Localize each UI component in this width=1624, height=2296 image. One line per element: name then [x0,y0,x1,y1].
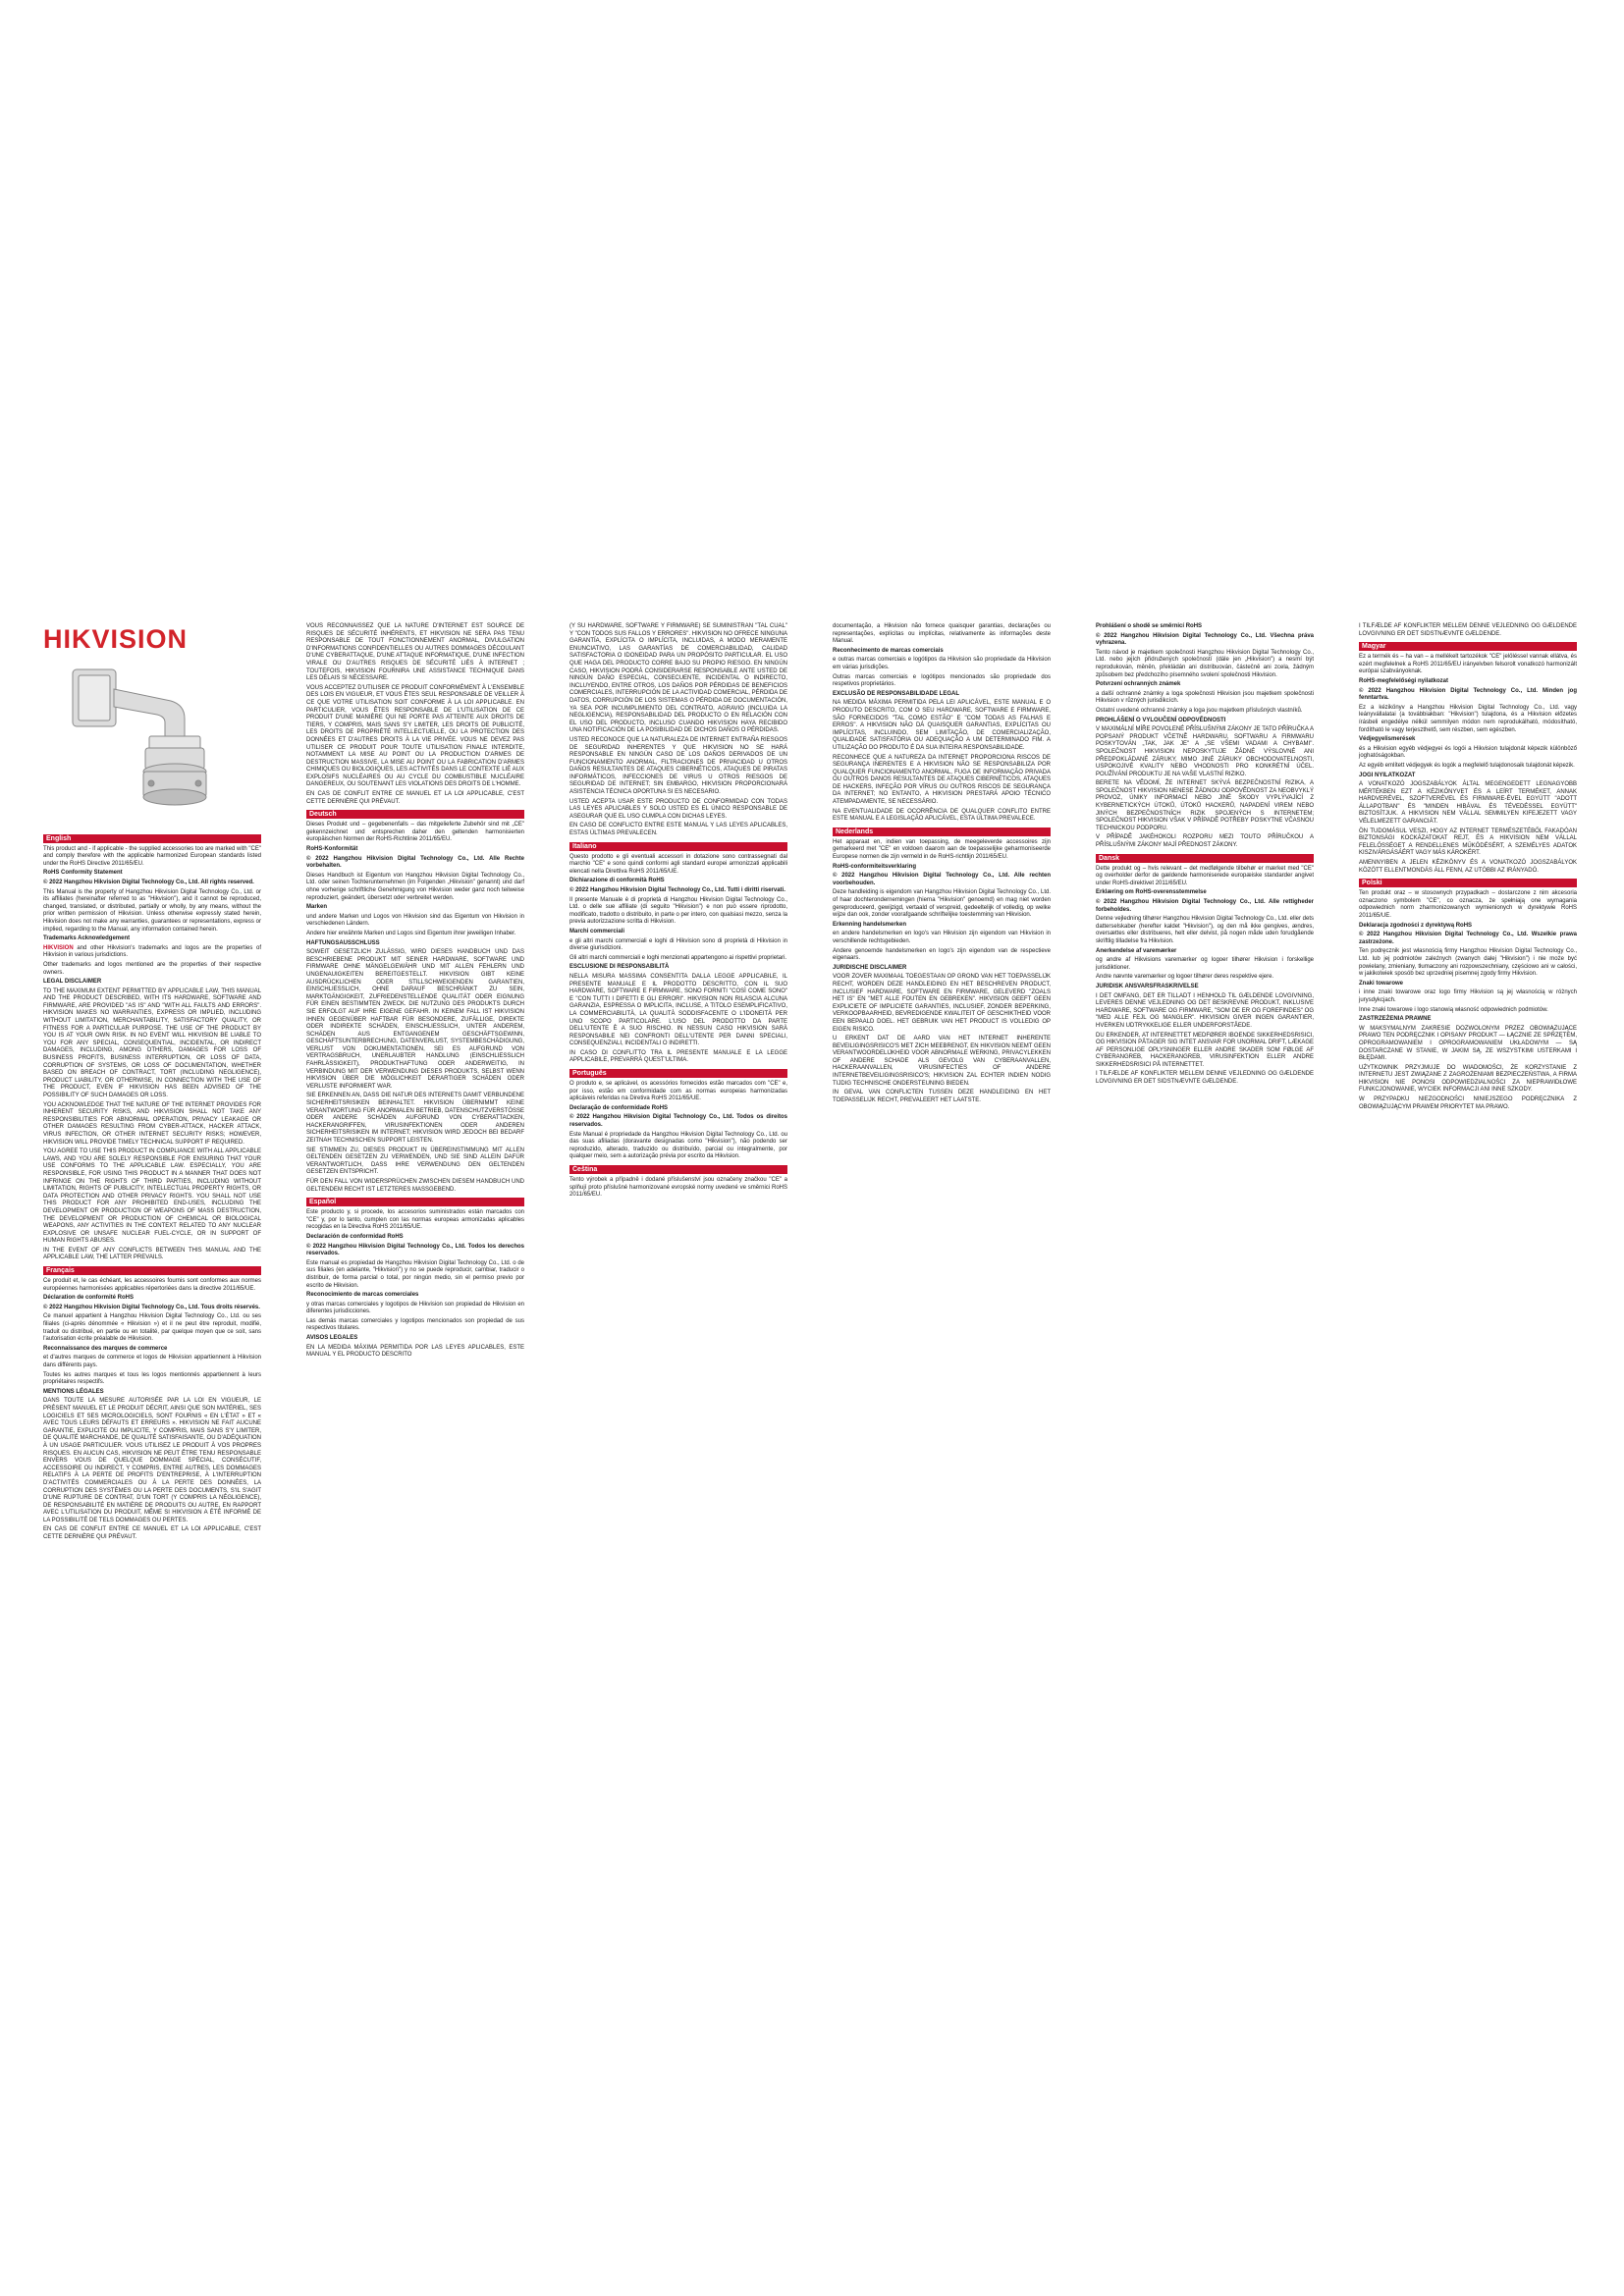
paragraph: RoHS-conformiteitsverklaring [833,863,917,870]
column-4 [833,623,1051,1106]
paragraph: VOOR ZOVER MAXIMAAL TOEGESTAAN OP GROND VAN HET TOEPASSELIJK RECHT, WORDEN DEZE HANDLEIDING EN HET BESCHREVEN PRODUCT, INCLUSIEF HARDWARE, SOFTWARE EN FIRMWARE, GELEVERD "ZOALS HET IS" EN "MET ALLE FOUTEN EN GEBREKEN". HIKVISION GEEFT GEEN EXPLICIETE OF IMPLICIETE GARANTIES, INCLUSIEF, ZONDER BEPERKING, VERKOOPBAARHEID, BEVREDIGENDE KWALITEIT OF GESCHIKTHEID VOOR EEN BEPAALD DOEL. HET GEBRUIK VAN HET PRODUCT IS VOLLEDIG OP EIGEN RISICO. [833,974,1051,1033]
paragraph: UŻYTKOWNIK PRZYJMUJE DO WIADOMOŚCI, ŻE KORZYSTANIE Z INTERNETU JEST ZWIĄZANE Z ZAGROŻENIAMI BEZPIECZEŃSTWA, A FIRMA HIKVISION NIE PONOSI ODPOWIEDZIALNOŚCI ZA NIEPRAWIDŁOWE FUNKCJONOWANIE, WYCIEK INFORMACJI ANI INNE SZKODY. [1359,1064,1577,1094]
paragraph: I TILFÆLDE AF KONFLIKTER MELLEM DENNE VEJLEDNING OG GÆLDENDE LOVGIVNING ER DET SIDSTNÆVNTE GÆLDENDE. [1096,1071,1314,1086]
paragraph: IN THE EVENT OF ANY CONFLICTS BETWEEN THIS MANUAL AND THE APPLICABLE LAW, THE LATTER PREVAILS. [43,1247,261,1261]
paragraph: LEGAL DISCLAIMER [43,979,102,986]
paragraph: RoHS-megfelelőségi nyilatkozat [1359,677,1449,684]
manual-sheet [43,623,1581,1929]
paragraph: Deze handleiding is eigendom van Hangzhou Hikvision Digital Technology Co., Ltd. of haar dochterondernemingen (hierna "Hikvision" genoemd) en mag niet worden gereproduceerd, gewijzigd, vertaald of verspreid, gedeeltelijk of volledig, op welke wijze dan ook, zonder voorafgaande schriftelijke toestemming van Hikvision. [833,889,1051,919]
paragraph: SIE ERKENNEN AN, DASS DIE NATUR DES INTERNETS DAMIT VERBUNDENE SICHERHEITSRISIKEN BEINHALTET. HIKVISION ÜBERNIMMT KEINE VERANTWORTUNG FÜR ANORMALEN BETRIEB, DATENSCHUTZVERSTÖSSE ODER ANDERE SCHÄDEN AUFGRUND VON CYBERATTACKEN, HACKERANGRIFFEN, VIRUSINFEKTIONEN ODER ANDEREN SICHERHEITSRISIKEN IM INTERNET; HIKVISION WIRD JEDOCH BEI BEDARF ZEITNAH TECHNISCHEN SUPPORT LEISTEN. [306,1093,524,1144]
section-heading-dansk: Dansk [1096,854,1314,863]
paragraph: Ten produkt oraz – w stosownych przypadkach – dostarczone z nim akcesoria oznaczono symbolem "CE", co oznacza, że spełniają one wymagania odpowiednich norm zharmonizowanych wymienionych w dyrektywie RoHS 2011/65/UE. [1359,890,1577,919]
paragraph: VOUS ACCEPTEZ D'UTILISER CE PRODUIT CONFORMÉMENT À L'ENSEMBLE DES LOIS EN VIGUEUR, ET VOUS ÊTES SEUL RESPONSABLE DE VEILLER À CE QUE VOTRE UTILISATION SOIT CONFORME À LA LOI APPLICABLE. EN PARTICULIER, VOUS ÊTES RESPONSABLE DE L'UTILISATION DE CE PRODUIT D'UNE MANIÈRE QUI NE PORTE PAS ATTEINTE AUX DROITS DE TIERS, Y COMPRIS, MAIS SANS S'Y LIMITER, LES DROITS DE PUBLICITÉ, LES DROITS DE PROPRIÉTÉ INTELLECTUELLE, OU LA PROTECTION DES DONNÉES ET D'AUTRES DROITS À LA VIE PRIVÉE. VOUS NE DEVEZ PAS UTILISER CE PRODUIT POUR TOUTE UTILISATION FINALE INTERDITE, NOTAMMENT LA MISE AU POINT OU LA PRODUCTION D'ARMES DE DESTRUCTION MASSIVE, LA MISE AU POINT OU LA FABRICATION D'ARMES CHIMIQUES OU BIOLOGIQUES, LES ACTIVITÉS DANS LE CONTEXTE LIÉ AUX EXPLOSIFS NUCLÉAIRES OU AU CYCLE DU COMBUSTIBLE NUCLÉAIRE DANGEREUX, OU SOUTENANT LES VIOLATIONS DES DROITS DE L'HOMME. [306,684,524,788]
paragraph: Védjegyelismerések [1359,736,1416,743]
paragraph: Déclaration de conformité RoHS [43,1295,135,1302]
paragraph: ÖN TUDOMÁSUL VESZI, HOGY AZ INTERNET TERMÉSZETÉBŐL FAKADÓAN BIZTONSÁGI KOCKÁZATOKAT REJT, ÉS A HIKVISION NEM VÁLLAL FELELŐSSÉGET A RENDELLENES MŰKÖDÉSÉRT, A SZEMÉLYES ADATOK KISZIVÁRGÁSÁÉRT VAGY MÁS KÁROKÉRT. [1359,828,1577,857]
paragraph: W MAKSYMALNYM ZAKRESIE DOZWOLONYM PRZEZ OBOWIĄZUJĄCE PRAWO TEN PODRĘCZNIK I OPISANY PRODUKT — ŁĄCZNIE ZE SPRZĘTEM, OPROGRAMOWANIEM I OPROGRAMOWANIEM UKŁADOWYM — SĄ DOSTARCZANE W STANIE, W JAKIM SĄ, ZE WSZYSTKIMI USTERKAMI I BŁĘDAMI. [1359,1025,1577,1062]
paragraph: USTED RECONOCE QUE LA NATURALEZA DE INTERNET ENTRAÑA RIESGOS DE SEGURIDAD INHERENTES Y QUE HIKVISION NO SE HARÁ RESPONSABLE EN NINGÚN CASO DE LOS DAÑOS DERIVADOS DE UN FUNCIONAMIENTO ANORMAL, FILTRACIONES DE PRIVACIDAD U OTROS DAÑOS RESULTANTES DE ATAQUES CIBERNÉTICOS, ATAQUES DE PIRATAS INFORMÁTICOS, INFECCIONES DE VIRUS U OTROS RIESGOS DE SEGURIDAD DE INTERNET; SIN EMBARGO, HIKVISION PROPORCIONARÁ ASISTENCIA TÉCNICA OPORTUNA SI ES NECESARIO. [569,736,787,796]
paragraph: NELLA MISURA MASSIMA CONSENTITA DALLA LEGGE APPLICABILE, IL PRESENTE MANUALE E IL PRODOTTO DESCRITTO, CON IL SUO HARDWARE, SOFTWARE E FIRMWARE, SONO FORNITI "COSÌ COME SONO" E "CON TUTTI I DIFETTI E GLI ERRORI". HIKVISION NON RILASCIA ALCUNA GARANZIA, ESPRESSA O IMPLICITA, INCLUSE, A TITOLO ESEMPLIFICATIVO, LA COMMERCIABILITÀ, LA QUALITÀ SODDISFACENTE O L'IDONEITÀ PER UNO SCOPO PARTICOLARE. L'USO DEL PRODOTTO DA PARTE DELL'UTENTE È A SUO RISCHIO. IN NESSUN CASO HIKVISION SARÀ RESPONSABILE NEI CONFRONTI DELL'UTENTE PER DANNI SPECIALI, CONSEQUENZIALI, INCIDENTALI O INDIRETTI. [569,973,787,1047]
paragraph: © 2022 Hangzhou Hikvision Digital Technology Co., Ltd. Alle rechten voorbehouden. [833,873,1051,886]
paragraph: og andre af Hikvisions varemærker og logoer tilhører Hikvision i forskellige jurisdiktioner. [1096,957,1314,971]
paragraph: Az egyéb említett védjegyek és logók a megfelelő tulajdonosaik tulajdonát képezik. [1359,762,1575,769]
paragraph: Ten podręcznik jest własnością firmy Hangzhou Hikvision Digital Technology Co., Ltd. lub jej podmiotów zależnych (zwanych dalej "Hikvision") i nie może być powielany, zmieniany, tłumaczony ani rozpowszechniany, częściowo ani w całości, w jakikolwiek sposób bez uprzedniej pisemnej zgody firmy Hikvision. [1359,948,1577,978]
paragraph: DANS TOUTE LA MESURE AUTORISÉE PAR LA LOI EN VIGUEUR, LE PRÉSENT MANUEL ET LE PRODUIT DÉCRIT, AINSI QUE SON MATÉRIEL, SES LOGICIELS ET SES MICROLOGICIELS, SONT FOURNIS « EN L'ÉTAT » ET « AVEC TOUS LEURS DÉFAUTS ET ERREURS ». HIKVISION NE FAIT AUCUNE GARANTIE, EXPLICITE OU IMPLICITE, Y COMPRIS, MAIS SANS S'Y LIMITER, DE QUALITÉ MARCHANDE, DE QUALITÉ SATISFAISANTE, OU D'ADÉQUATION À UN USAGE PARTICULIER. VOUS UTILISEZ LE PRODUIT À VOS PROPRES RISQUES. EN AUCUN CAS, HIKVISION NE PEUT ÊTRE TENU RESPONSABLE ENVERS VOUS DE QUELQUE DOMMAGE SPÉCIAL, CONSÉCUTIF, ACCESSOIRE OU INDIRECT, Y COMPRIS, ENTRE AUTRES, LES DOMMAGES RELATIFS À LA PERTE DE PROFITS D'ENTREPRISE, À L'INTERRUPTION D'ACTIVITÉS COMMERCIALES OU À LA PERTE DES DONNÉES, LA CORRUPTION DES SYSTÈMES OU LA PERTE DES DOCUMENTS, S'IL S'AGIT D'UNE RUPTURE DE CONTRAT, D'UN TORT (Y COMPRIS LA NÉGLIGENCE), DE RESPONSABILITÉ EN MATIÈRE DE PRODUITS OU AUTRE, EN RAPPORT AVEC L'UTILISATION DU PRODUIT, MÊME SI HIKVISION A ÉTÉ INFORMÉ DE LA POSSIBILITÉ DE TELS DOMMAGES OU PERTES. [43,1398,261,1523]
paragraph: Anerkendelse af varemærker [1096,947,1177,954]
paragraph: HAFTUNGSAUSSCHLUSS [306,939,380,946]
paragraph: Declaración de conformidad RoHS [306,1233,404,1240]
paragraph: IN GEVAL VAN CONFLICTEN TUSSEN DEZE HANDLEIDING EN HET TOEPASSELIJK RECHT, PREVALEERT HET LAATSTE. [833,1090,1051,1103]
paragraph: Toutes les autres marques et tous les logos mentionnés appartiennent à leurs propriétaires respectifs. [43,1371,261,1386]
paragraph: BERETE NA VĚDOMÍ, ŽE INTERNET SKÝVÁ BEZPEČNOSTNÍ RIZIKA, A SPOLEČNOST HIKVISION NENESE ŽÁDNOU ODPOVĚDNOST ZA NEOBVYKLÝ PROVOZ, ÚNIKY INFORMACÍ NEBO JINÉ ŠKODY VYPLÝVAJÍCÍ Z KYBERNETICKÝCH ÚTOKŮ, ÚTOKŮ HACKERŮ, NAPADENÍ VIREM NEBO JINÝCH BEZPEČNOSTNÍCH RIZIK SPOJENÝCH S INTERNETEM; SPOLEČNOST HIKVISION VŠAK V PŘÍPADĚ POTŘEBY POSKYTNE VČASNOU TECHNICKOU PODPORU. [1096,780,1314,831]
paragraph: Tento výrobek a případně i dodané příslušenství jsou označeny značkou "CE" a splňují proto příslušné harmonizované evropské normy uvedené ve směrnici RoHS 2011/65/EU. [569,1177,787,1199]
paragraph: VOUS RECONNAISSEZ QUE LA NATURE D'INTERNET EST SOURCE DE RISQUES DE SÉCURITÉ INHÉRENTS, ET HIKVISION NE SERA PAS TENU RESPONSABLE DE TOUT FONCTIONNEMENT ANORMAL, DIVULGATION D'INFORMATIONS CONFIDENTIELLES OU AUTRES DOMMAGES DÉCOULANT D'UNE CYBERATTAQUE, D'UNE ATTAQUE INFORMATIQUE, D'UNE INFECTION VIRALE OU D'AUTRES RISQUES DE SÉCURITÉ LIÉS À INTERNET ; TOUTEFOIS, HIKVISION FOURNIRA UNE ASSISTANCE TECHNIQUE DANS LES DÉLAIS SI NÉCESSAIRE. [306,623,524,682]
paragraph: i inne znaki towarowe oraz logo firmy Hikvision są jej własnością w różnych jurysdykcjach. [1359,989,1577,1003]
column-6 [1359,623,1577,1113]
paragraph: et d'autres marques de commerce et logos de Hikvision appartiennent à Hikvision dans différents pays. [43,1355,261,1368]
paragraph: © 2022 Hangzhou Hikvision Digital Technology Co., Ltd. Alle Rechte vorbehalten. [306,855,524,870]
column-2 [306,623,524,1362]
paragraph: Gli altri marchi commerciali e loghi menzionati appartengono ai rispettivi proprietari. [569,954,787,961]
paragraph: Other trademarks and logos mentioned are the properties of their respective owners. [43,961,261,976]
paragraph: EN CAS DE CONFLIT ENTRE CE MANUEL ET LA LOI APPLICABLE, C'EST CETTE DERNIÈRE QUI PRÉVAUT. [43,1526,261,1541]
paragraph: Dieses Produkt und – gegebenenfalls – das mitgelieferte Zubehör sind mit „CE" gekennzeichnet und entsprechen daher den geltenden harmonisierten europäischen Normen der RoHS-Richtlinie 2011/65/EU. [306,822,524,843]
paragraph: Ostatní uvedené ochranné známky a loga jsou majetkem příslušných vlastníků. [1096,707,1303,714]
paragraph: Erkenning handelsmerken [833,921,907,928]
paragraph: Este manual es propiedad de Hangzhou Hikvision Digital Technology Co., Ltd. o de sus filiales (en adelante, "Hikvision") y no se puede reproducir, cambiar, traducir o distribuir, de forma parcial o total, por ningún medio, sin el permiso previo por escrito de Hikvision. [306,1259,524,1289]
paragraph: O produto e, se aplicável, os acessórios fornecidos estão marcados com "CE" e, por isso, estão em conformidade com as normas europeias harmonizadas aplicáveis referidas na Diretiva RoHS 2011/65/UE. [569,1081,787,1102]
paragraph: y otras marcas comerciales y logotipos de Hikvision son propiedad de Hikvision en diferentes jurisdicciones. [306,1301,524,1315]
column-5 [1096,623,1314,1089]
paragraph: © 2022 Hangzhou Hikvision Digital Technology Co., Ltd. Todos los derechos reservados. [306,1243,524,1257]
column-3 [569,623,787,1201]
paragraph: Dieses Handbuch ist Eigentum von Hangzhou Hikvision Digital Technology Co., Ltd. oder seinen Tochterunternehmen (im Folgenden „Hikvision" genannt) und darf ohne vorherige schriftliche Genehmigung von Hikvision weder ganz noch teilweise reproduziert, geändert, übersetzt oder verbreitet werden. [306,872,524,901]
paragraph: I TILFÆLDE AF KONFLIKTER MELLEM DENNE VEJLEDNING OG GÆLDENDE LOVGIVNING ER DET SIDSTNÆVNTE GÆLDENDE. [1359,623,1577,637]
paragraph: EXCLUSÃO DE RESPONSABILIDADE LEGAL [833,690,960,697]
paragraph-text: and other Hikvision's trademarks and logos are the properties of Hikvision in various jurisdictions. [43,944,262,959]
paragraph: I DET OMFANG, DET ER TILLADT I HENHOLD TIL GÆLDENDE LOVGIVNING, LEVERES DENNE VEJLEDNING OG DET BESKREVNE PRODUKT, INKLUSIVE HARDWARE, SOFTWARE OG FIRMWARE, "SOM DE ER OG FOREFINDES" OG "MED ALLE FEJL OG MANGLER". HIKVISION GIVER INGEN GARANTIER, HVERKEN UDTRYKKELIGE ELLER UNDERFORSTÅEDE. [1096,992,1314,1029]
paragraph: RoHS-Konformität [306,846,358,853]
paragraph: Ce manuel appartient à Hangzhou Hikvision Digital Technology Co., Ltd. ou ses filiales (ci-après dénommée « Hikvision ») et il ne peut être reproduit, modifié, traduit ou distribué, en partie ou en totalité, par quelque moyen que ce soit, sans l'autorisation écrite préalable de Hikvision. [43,1313,261,1343]
paragraph: © 2022 Hangzhou Hikvision Digital Technology Co., Ltd. Todos os direitos reservados. [569,1114,787,1129]
paragraph: NA MEDIDA MÁXIMA PERMITIDA PELA LEI APLICÁVEL, ESTE MANUAL E O PRODUTO DESCRITO, COM O SEU HARDWARE, SOFTWARE E FIRMWARE, SÃO FORNECIDOS "TAL COMO ESTÃO" E "COM TODAS AS FALHAS E ERROS". A HIKVISION NÃO DÁ QUAISQUER GARANTIAS, EXPLÍCITAS OU IMPLÍCITAS, INCLUINDO, SEM LIMITAÇÃO, DE COMERCIALIZAÇÃO, QUALIDADE SATISFATÓRIA OU ADEQUAÇÃO A UM DETERMINADO FIM. A UTILIZAÇÃO DO PRODUTO É DA SUA INTEIRA RESPONSABILIDADE. [833,700,1051,751]
section-heading-italiano: Italiano [569,842,787,851]
paragraph: Reconocimiento de marcas comerciales [306,1292,419,1299]
paragraph: This Manual is the property of Hangzhou Hikvision Digital Technology Co., Ltd. or its affiliates (hereinafter referred to as "Hikvision"), and it cannot be reproduced, changed, translated, or distributed, partially or wholly, by any means, without the prior written permission of Hikvision. Unless otherwise expressly stated herein, Hikvision does not make any warranties, guarantees or representations, express or implied, regarding to the Manual, any information contained herein. [43,888,261,933]
paragraph: JOGI NYILATKOZAT [1359,772,1416,778]
paragraph: AVISOS LEGALES [306,1335,358,1342]
paragraph: DU ERKENDER, AT INTERNETTET MEDFØRER IBOENDE SIKKERHEDSRISICI, OG HIKVISION PÅTAGER SIG INTET ANSVAR FOR UNORMAL DRIFT, LÆKAGE AF PERSONLIGE OPLYSNINGER ELLER ANDRE SKADER SOM FØLGE AF CYBERANGREB, HACKERANGREB, VIRUSINFEKTION ELLER ANDRE SIKKERHEDSRISICI PÅ INTERNETTET. [1096,1032,1314,1068]
section-heading-nederlands: Nederlands [833,828,1051,836]
section-heading-deutsch: Deutsch [306,810,524,819]
paragraph: Andere genoemde handelsmerken en logo's zijn eigendom van de respectieve eigenaars. [833,947,1051,962]
paragraph: AMENNYIBEN A JELEN KÉZIKÖNYV ÉS A VONATKOZÓ JOGSZABÁLYOK KÖZÖTT ELLENTMONDÁS ÁLL FENN, AZ UTÓBBI AZ IRÁNYADÓ. [1359,860,1577,874]
section-heading-espanol: Español [306,1198,524,1206]
paragraph: Las demás marcas comerciales y logotipos mencionados son propiedad de sus respectivos titulares. [306,1317,524,1332]
paragraph: RoHS Conformity Statement [43,870,123,877]
paragraph [43,945,261,960]
paragraph: This product and - if applicable - the supplied accessories too are marked with "CE" and comply therefore with the applicable harmonized European standards listed under the RoHS Directive 2011/65/EU. [43,845,261,867]
paragraph: Het apparaat en, indien van toepassing, de meegeleverde accessoires zijn gemarkeerd met "CE" en voldoen daarom aan de toepasselijke geharmoniseerde Europese normen die zijn vermeld in de RoHS-richtlijn 2011/65/EU. [833,838,1051,861]
paragraph: MENTIONS LÉGALES [43,1388,104,1395]
paragraph: © 2022 Hangzhou Hikvision Digital Technology Co., Ltd. Minden jog fenntartva. [1359,687,1577,702]
paragraph: Andere hier erwähnte Marken und Logos sind Eigentum ihrer jeweiligen Inhaber. [306,930,516,936]
paragraph: und andere Marken und Logos von Hikvision sind das Eigentum von Hikvision in verschiedenen Ländern. [306,913,524,928]
paragraph: TO THE MAXIMUM EXTENT PERMITTED BY APPLICABLE LAW, THIS MANUAL AND THE PRODUCT DESCRIBED, WITH ITS HARDWARE, SOFTWARE AND FIRMWARE, ARE PROVIDED "AS IS" AND "WITH ALL FAULTS AND ERRORS". HIKVISION MAKES NO WARRANTIES, EXPRESS OR IMPLIED, INCLUDING WITHOUT LIMITATION, MERCHANTABILITY, SATISFACTORY QUALITY, OR FITNESS FOR A PARTICULAR PURPOSE. THE USE OF THE PRODUCT BY YOU IS AT YOUR OWN RISK. IN NO EVENT WILL HIKVISION BE LIABLE TO YOU FOR ANY SPECIAL, CONSEQUENTIAL, INCIDENTAL, OR INDIRECT DAMAGES, INCLUDING, AMONG OTHERS, DAMAGES FOR LOSS OF BUSINESS PROFITS, BUSINESS INTERRUPTION, OR LOSS OF DATA, CORRUPTION OF SYSTEMS, OR LOSS OF DOCUMENTATION, WHETHER BASED ON BREACH OF CONTRACT, TORT (INCLUDING NEGLIGENCE), PRODUCT LIABILITY, OR OTHERWISE, IN CONNECTION WITH THE USE OF THE PRODUCT, EVEN IF HIKVISION HAS BEEN ADVISED OF THE POSSIBILITY OF SUCH DAMAGES OR LOSS. [43,988,261,1098]
paragraph: JURIDISCHE DISCLAIMER [833,964,907,971]
paragraph: NA EVENTUALIDADE DE OCORRÊNCIA DE QUALQUER CONFLITO ENTRE ESTE MANUAL E A LEGISLAÇÃO APLICÁVEL, ESTA ÚLTIMA PREVALECE. [833,808,1051,823]
section-heading-magyar: Magyar [1359,642,1577,651]
paragraph: Ez a termék és – ha van – a mellékelt tartozékok "CE" jelöléssel vannak ellátva, és ezért megfelelnek a RoHS 2011/65/EU irányelvben felsorolt vonatkozó harmonizált európai szabványoknak. [1359,654,1577,675]
paragraph: YOU ACKNOWLEDGE THAT THE NATURE OF THE INTERNET PROVIDES FOR INHERENT SECURITY RISKS, AND HIKVISION SHALL NOT TAKE ANY RESPONSIBILITIES FOR ABNORMAL OPERATION, PRIVACY LEAKAGE OR OTHER DAMAGES RESULTING FROM CYBER-ATTACK, HACKER ATTACK, VIRUS INFECTION, OR OTHER INTERNET SECURITY RISKS; HOWEVER, HIKVISION WILL PROVIDE TIMELY TECHNICAL SUPPORT IF REQUIRED. [43,1101,261,1146]
paragraph: Marchi commerciali [569,928,625,934]
paragraph: Denne vejledning tilhører Hangzhou Hikvision Digital Technology Co., Ltd. eller dets datterselskaber (herefter kaldet "Hikvision"), og den må ikke gengives, ændres, oversættes eller distribueres, helt eller delvist, på nogen måde uden forudgående skriftlig tilladelse fra Hikvision. [1096,916,1315,944]
paragraph: Marken [306,904,328,911]
column-1 [43,623,261,1544]
paragraph: Questo prodotto e gli eventuali accessori in dotazione sono contrassegnati dal marchio "CE" e sono quindi conformi agli standard europei armonizzati applicabili elencati nella Direttiva RoHS 2011/65/UE. [569,853,787,875]
paragraph: en andere handelsmerken en logo's van Hikvision zijn eigendom van Hikvision in verschillende rechtsgebieden. [833,931,1051,944]
paragraph: és a Hikvision egyéb védjegyei és logói a Hikvision tulajdonát képezik különböző joghatóságokban. [1359,745,1577,760]
paragraph: Dette produkt og – hvis relevant – det medfølgende tilbehør er mærket med "CE" og overholder derfor de gældende harmoniserede europæiske standarder angivet under RoHS-direktivet 2011/65/EU. [1096,865,1314,886]
paragraph: FÜR DEN FALL VON WIDERSPRÜCHEN ZWISCHEN DIESEM HANDBUCH UND GELTENDEM RECHT IST LETZTERES MASSGEBEND. [306,1178,524,1193]
wall-mount-bracket-image [55,662,222,819]
paragraph: Il presente Manuale è di proprietà di Hangzhou Hikvision Digital Technology Co., Ltd. o delle sue affiliate (di seguito "Hikvision") e non può essere riprodotto, modificato, tradotto o distribuito, in parte o per intero, con qualsiasi mezzo, senza la previa autorizzazione scritta di Hikvision. [569,896,787,926]
hikvision-mark: HIKVISION [43,944,74,951]
section-heading-portugues: Português [569,1069,787,1078]
paragraph: Trademarks Acknowledgement [43,935,131,942]
paragraph: USTED ACEPTA USAR ESTE PRODUCTO DE CONFORMIDAD CON TODAS LAS LEYES APLICABLES Y SOLO USTED ES EL ÚNICO RESPONSABLE DE ASEGURAR QUE EL USO CUMPLA CON DICHAS LEYES. [569,798,787,820]
logo-wordmark: HIKVISION [43,624,189,654]
paragraph: Tento návod je majetkem společnosti Hangzhou Hikvision Digital Technology Co., Ltd. nebo jejích přidružených společností (dále jen „Hikvision") a nesmí být reprodukován, měněn, překládán ani distribuován, částečně ani zcela, žádným způsobem bez předchozího písemného svolení společnosti Hikvision. [1096,649,1314,678]
paragraph: Deklaracja zgodności z dyrektywą RoHS [1359,922,1473,929]
paragraph: IN CASO DI CONFLITTO TRA IL PRESENTE MANUALE E LA LEGGE APPLICABILE, PREVARRÀ QUEST'ULTIMA. [569,1049,787,1064]
paragraph: © 2022 Hangzhou Hikvision Digital Technology Co., Ltd. Tous droits réservés. [43,1304,260,1310]
paragraph: a další ochranné známky a loga společnosti Hikvision jsou majetkem společnosti Hikvision v různých jurisdikcích. [1096,690,1314,705]
paragraph: Reconnaissance des marques de commerce [43,1345,168,1352]
paragraph: ESCLUSIONE DI RESPONSABILITÀ [569,964,670,971]
paragraph: PROHLÁŠENÍ O VYLOUČENÍ ODPOVĚDNOSTI [1096,717,1226,723]
brand-logo [43,624,261,654]
section-heading-cestina: Čeština [569,1165,787,1174]
paragraph: W PRZYPADKU NIEZGODNOŚCI NINIEJSZEGO PODRĘCZNIKA Z OBOWIĄZUJĄCYM PRAWEM PRIORYTET MA PRAWO. [1359,1096,1577,1110]
paragraph: © 2022 Hangzhou Hikvision Digital Technology Co., Ltd. Tutti i diritti riservati. [569,887,785,893]
paragraph: Este producto y, si procede, los accesorios suministrados están marcados con "CE" y, por lo tanto, cumplen con las normas europeas armonizadas aplicables recogidas en la Directiva RoHS 2011/65/UE. [306,1209,524,1231]
paragraph: Znaki towarowe [1359,980,1404,987]
paragraph: Prohlášení o shodě se směrnicí RoHS [1096,623,1203,629]
paragraph: EN CASO DE CONFLICTO ENTRE ESTE MANUAL Y LAS LEYES APLICABLES, ESTAS ÚLTIMAS PREVALECEN. [569,823,787,837]
paragraph: Dichiarazione di conformità RoHS [569,878,665,884]
paragraph: RECONHECE QUE A NATUREZA DA INTERNET PROPORCIONA RISCOS DE SEGURANÇA INERENTES E A HIKVISION NÃO SE RESPONSABILIZA POR QUALQUER FUNCIONAMENTO ANORMAL, FUGA DE INFORMAÇÃO PRIVADA OU OUTROS DANOS RESULTANTES DE ATAQUES CIBERNÉTICOS, ATAQUES DE HACKERS, INFEÇÃO POR VÍRUS OU OUTROS RISCOS DE SEGURANÇA DA INTERNET; NO ENTANTO, A HIKVISION PRESTARÁ APOIO TÉCNICO ATEMPADAMENTE, SE NECESSÁRIO. [833,754,1051,806]
paragraph: JURIDISK ANSVARSFRASKRIVELSE [1096,983,1199,989]
paragraph: V PŘÍPADĚ JAKÉHOKOLI ROZPORU MEZI TOUTO PŘÍRUČKOU A PŘÍSLUŠNÝMI ZÁKONY MAJÍ PŘEDNOST ZÁKONY. [1096,834,1314,849]
section-heading-polski: Polski [1359,879,1577,887]
paragraph: documentação, a Hikvision não fornece quaisquer garantias, declarações ou representações, explícitas ou implícitas, relativamente às informações deste Manual. [833,623,1051,645]
paragraph: © 2022 Hangzhou Hikvision Digital Technology Co., Ltd. Wszelkie prawa zastrzeżone. [1359,932,1577,945]
paragraph: Declaração de conformidade RoHS [569,1104,669,1111]
paragraph: SIE STIMMEN ZU, DIESES PRODUKT IN ÜBEREINSTIMMUNG MIT ALLEN GELTENDEN GESETZEN ZU VERWENDEN, UND SIE SIND ALLEIN DAFÜR VERANTWORTLICH, DASS IHRE VERWENDUNG DEN GELTENDEN GESETZEN ENTSPRICHT. [306,1147,524,1176]
paragraph: Andre nævnte varemærker og logoer tilhører deres respektive ejere. [1096,974,1274,981]
paragraph: © 2022 Hangzhou Hikvision Digital Technology Co., Ltd. Všechna práva vyhrazena. [1096,632,1314,647]
paragraph: Erklæring om RoHS-overensstemmelse [1096,889,1207,896]
section-heading-francais: Français [43,1266,261,1275]
paragraph: V MAXIMÁLNÍ MÍŘE POVOLENÉ PŘÍSLUŠNÝMI ZÁKONY JE TATO PŘÍRUČKA A POPSANÝ PRODUKT VČETNĚ HARDWARU, SOFTWARU A FIRMWARU POSKYTOVÁN „TAK, JAK JE" A „SE VŠEMI VADAMI A CHYBAMI". SPOLEČNOST HIKVISION NEPOSKYTUJE ŽÁDNÉ VÝSLOVNÉ ANI PŘEDPOKLÁDANÉ ZÁRUKY, MIMO JINÉ ZÁRUKY OBCHODOVATELNOSTI, USPOKOJIVÉ KVALITY NEBO VHODNOSTI PRO KONKRÉTNÍ ÚČEL. POUŽÍVÁNÍ PRODUKTU JE NA VAŠE VLASTNÍ RIZIKO. [1096,726,1314,777]
paragraph: (Y SU HARDWARE, SOFTWARE Y FIRMWARE) SE SUMINISTRAN "TAL CUAL" Y "CON TODOS SUS FALLOS Y ERRORES". HIKVISION NO OFRECE NINGUNA GARANTÍA, EXPLÍCITA O IMPLÍCITA, INCLUIDAS, A MODO MERAMENTE ENUNCIATIVO, LAS GARANTÍAS DE COMERCIABILIDAD, CALIDAD SATISFACTORIA O IDONEIDAD PARA UN PROPÓSITO PARTICULAR. EL USO QUE HAGA DEL PRODUCTO CORRE BAJO SU PROPIO RIESGO. EN NINGÚN CASO, HIKVISION PODRÁ CONSIDERARSE RESPONSABLE ANTE USTED DE NINGÚN DAÑO ESPECIAL, CONSECUENTE, INCIDENTAL O INDIRECTO, INCLUYENDO, ENTRE OTROS, LOS DAÑOS POR PÉRDIDAS DE BENEFICIOS COMERCIALES, INTERRUPCIÓN DE LA ACTIVIDAD COMERCIAL, PÉRDIDA DE DATOS, CORRUPCIÓN DE LOS SISTEMAS O PÉRDIDA DE DOCUMENTACIÓN, YA SEA POR INCUMPLIMIENTO DEL CONTRATO, AGRAVIO (INCLUIDA LA NEGLIGENCIA), RESPONSABILIDAD DEL PRODUCTO O EN RELACIÓN CON EL USO DEL PRODUCTO, INCLUSO CUANDO HIKVISION HAYA RECIBIDO UNA NOTIFICACIÓN DE LA POSIBILIDAD DE DICHOS DAÑOS O PÉRDIDAS. [569,623,787,734]
paragraph: Reconhecimento de marcas comerciais [833,647,944,654]
section-heading-english: English [43,834,261,843]
paragraph: © 2022 Hangzhou Hikvision Digital Technology Co., Ltd. All rights reserved. [43,879,254,885]
paragraph: Potvrzení ochranných známek [1096,681,1181,688]
paragraph: A VONATKOZÓ JOGSZABÁLYOK ÁLTAL MEGENGEDETT LEGNAGYOBB MÉRTÉKBEN EZT A KÉZIKÖNYVET ÉS A LEÍRT TERMÉKET, ANNAK HARDVERÉVEL, SZOFTVERÉVEL ÉS FIRMWARE-ÉVEL EGYÜTT "ADOTT ÁLLAPOTBAN" ÉS "MINDEN HIBÁVAL ÉS TÉVEDÉSSEL EGYÜTT" BIZTOSÍTJUK. A HIKVISION NEM VÁLLAL SEMMILYEN KIFEJEZETT VAGY VÉLELMEZETT GARANCIÁT. [1359,781,1577,826]
paragraph: YOU AGREE TO USE THIS PRODUCT IN COMPLIANCE WITH ALL APPLICABLE LAWS, AND YOU ARE SOLELY RESPONSIBLE FOR ENSURING THAT YOUR USE CONFORMS TO THE APPLICABLE LAW. ESPECIALLY, YOU ARE RESPONSIBLE, FOR USING THIS PRODUCT IN A MANNER THAT DOES NOT INFRINGE ON THE RIGHTS OF THIRD PARTIES, INCLUDING WITHOUT LIMITATION, RIGHTS OF PUBLICITY, INTELLECTUAL PROPERTY RIGHTS, OR DATA PROTECTION AND OTHER PRIVACY RIGHTS. YOU SHALL NOT USE THIS PRODUCT FOR ANY PROHIBITED END-USES, INCLUDING THE DEVELOPMENT OR PRODUCTION OF WEAPONS OF MASS DESTRUCTION, THE DEVELOPMENT OR PRODUCTION OF CHEMICAL OR BIOLOGICAL WEAPONS, ANY ACTIVITIES IN THE CONTEXT RELATED TO ANY NUCLEAR EXPLOSIVE OR UNSAFE NUCLEAR FUEL-CYCLE, OR IN SUPPORT OF HUMAN RIGHTS ABUSES. [43,1148,261,1245]
paragraph: SOWEIT GESETZLICH ZULÄSSIG, WIRD DIESES HANDBUCH UND DAS BESCHRIEBENE PRODUKT MIT SEINER HARDWARE, SOFTWARE UND FIRMWARE OHNE MÄNGELGEWÄHR UND MIT ALLEN FEHLERN UND UNGENAUIGKEITEN BEREITGESTELLT. HIKVISION GIBT KEINE AUSDRÜCKLICHEN ODER STILLSCHWEIGENDEN GARANTIEN, EINSCHLIESSLICH, OHNE DARAUF BESCHRÄNKT ZU SEIN, MARKTGÄNGIGKEIT, ZUFRIEDENSTELLENDE QUALITÄT ODER EIGNUNG FÜR EINEN BESTIMMTEN ZWECK. DIE NUTZUNG DES PRODUKTS DURCH SIE ERFOLGT AUF IHRE EIGENE GEFAHR. IN KEINEM FALL IST HIKVISION IHNEN GEGENÜBER HAFTBAR FÜR BESONDERE, ZUFÄLLIGE, DIREKTE ODER INDIREKTE SCHÄDEN, EINSCHLIESSLICH, UNTER ANDEREM, SCHÄDEN AUS ENTGANGENEM GESCHÄFTSGEWINN, GESCHÄFTSUNTERBRECHUNG, DATENVERLUST, SYSTEMBESCHÄDIGUNG, VERLUST VON DOKUMENTATIONEN, SEI ES AUFGRUND VON VERTRAGSBRUCH, UNERLAUBTER HANDLUNG (EINSCHLIESSLICH FAHRLÄSSIGKEIT), PRODUKTHAFTUNG ODER ANDERWEITIG, IN VERBINDUNG MIT DER VERWENDUNG DIESES PRODUKTS, SELBST WENN HIKVISION ÜBER DIE MÖGLICHKEIT DERARTIGER SCHÄDEN ODER VERLUSTE INFORMIERT WAR. [306,949,524,1090]
paragraph: e outras marcas comerciais e logótipos da Hikvision são propriedade da Hikvision em várias jurisdições. [833,657,1051,670]
paragraph: © 2022 Hangzhou Hikvision Digital Technology Co., Ltd. Alle rettigheder forbeholdes. [1096,899,1314,913]
paragraph: Inne znaki towarowe i logo stanowią własność odpowiednich podmiotów. [1359,1006,1548,1013]
paragraph: U ERKENT DAT DE AARD VAN HET INTERNET INHERENTE BEVEILIGINGSRISICO'S MET ZICH MEEBRENGT, EN HIKVISION NEEMT GEEN VERANTWOORDELIJKHEID VOOR ABNORMALE WERKING, PRIVACYLEKKEN OF ANDERE SCHADE ALS GEVOLG VAN CYBERAANVALLEN, HACKERAANVALLEN, VIRUSINFECTIES OF ANDERE INTERNETBEVEILIGINGSRISICO'S; HIKVISION ZAL ECHTER INDIEN NODIG TIJDIG TECHNISCHE ONDERSTEUNING BIEDEN. [833,1036,1051,1087]
paragraph: Ez a kézikönyv a Hangzhou Hikvision Digital Technology Co., Ltd. vagy leányvállalatai (a továbbiakban: "Hikvision") tulajdona, és a Hikvision előzetes írásbeli engedélye nélkül semmilyen módon nem reprodukálható, módosítható, fordítható le vagy terjeszthető, sem részben, sem egészben. [1359,704,1577,733]
paragraph: Ce produit et, le cas échéant, les accessoires fournis sont conformes aux normes européennes harmonisées applicables répertoriées dans la directive 2011/65/UE. [43,1278,261,1292]
paragraph: Este Manual é propriedade da Hangzhou Hikvision Digital Technology Co., Ltd. ou das suas afiliadas (doravante designadas como "Hikvision"), não podendo ser reproduzido, alterado, traduzido ou distribuído, parcial ou integralmente, por qualquer meio, sem a autorização prévia por escrito da Hikvision. [569,1131,787,1160]
paragraph: Outras marcas comerciais e logótipos mencionados são propriedade dos respetivos proprietários. [833,673,1051,688]
paragraph: EN LA MEDIDA MÁXIMA PERMITIDA POR LAS LEYES APLICABLES, ESTE MANUAL Y EL PRODUCTO DESCRITO [306,1344,524,1359]
paragraph: e gli altri marchi commerciali e loghi di Hikvision sono di proprietà di Hikvision in diverse giurisdizioni. [569,937,787,952]
paragraph: ZASTRZEŻENIA PRAWNE [1359,1016,1432,1023]
paragraph: EN CAS DE CONFLIT ENTRE CE MANUEL ET LA LOI APPLICABLE, C'EST CETTE DERNIÈRE QUI PRÉVAUT. [306,791,524,805]
